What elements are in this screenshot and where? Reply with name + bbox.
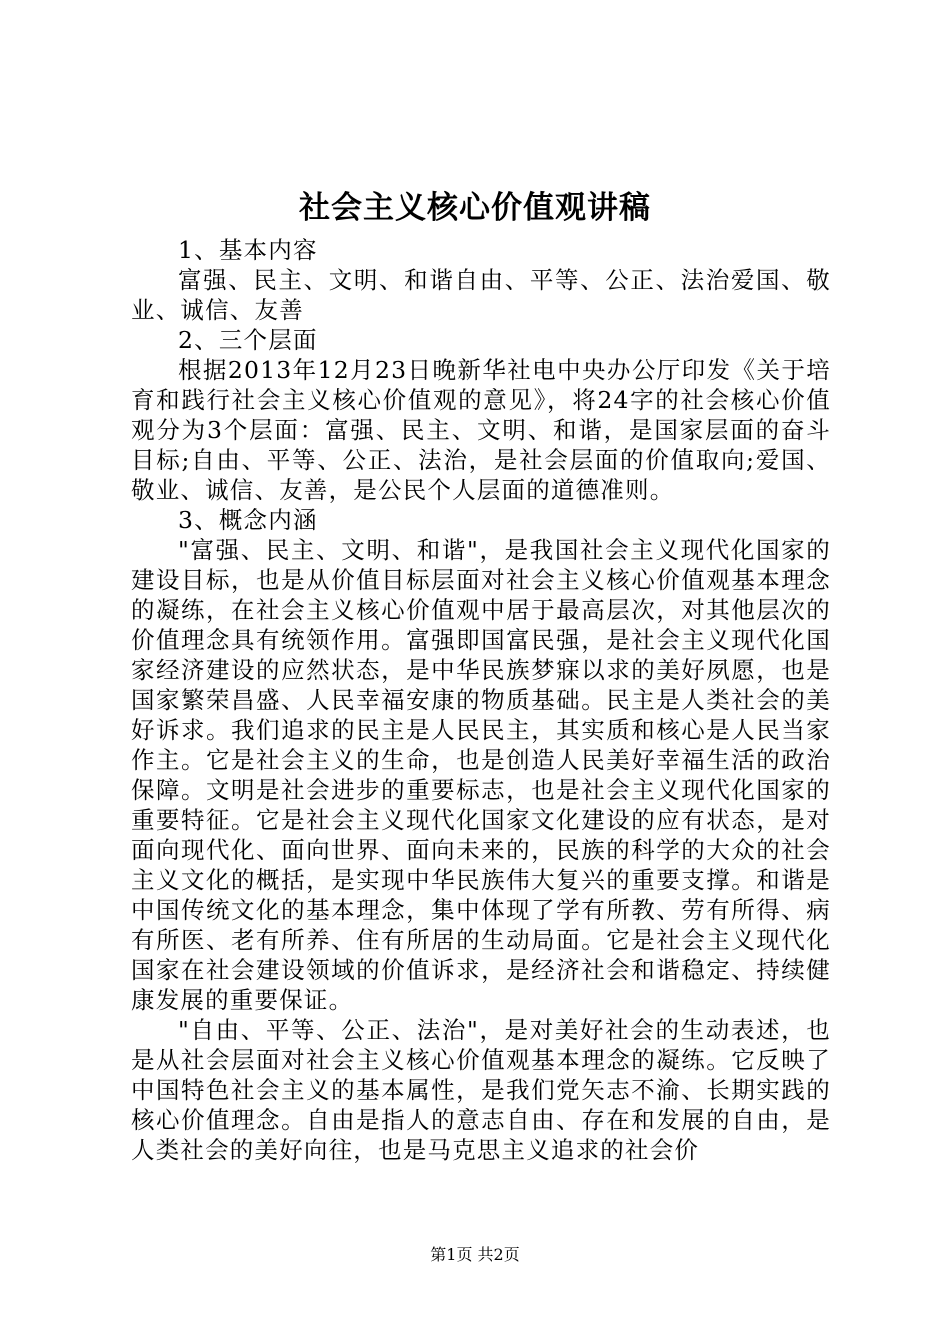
section-heading-concept: 3、概念内涵 xyxy=(178,506,318,534)
section-heading-basic-content: 1、基本内容 xyxy=(178,236,318,264)
paragraph-concept-social: "自由、平等、公正、法治"，是对美好社会的生动表述，也是从社会层面对社会主义核心价值观基本理念的凝练。它反映了中国特色社会主义的基本属性，是我们党矢志不渝、长期实践的核心价值理念。自由是指人的意志自由、存在和发展的自由，是人类社会的美好向往，也是马克思主义追求的社会价 xyxy=(131,1016,831,1164)
paragraph-three-levels: 根据2013年12月23日晚新华社电中央办公厅印发《关于培育和践行社会主义核心价值观的意见》，将24字的社会核心价值观分为3个层面：富强、民主、文明、和谐，是国家层面的奋斗目标;自由、平等、公正、法治，是社会层面的价值取向;爱国、敬业、诚信、友善，是公民个人层面的道德准则。 xyxy=(131,356,831,504)
document-body xyxy=(131,235,831,1165)
paragraph-concept-national: "富强、民主、文明、和谐"，是我国社会主义现代化国家的建设目标，也是从价值目标层面对社会主义核心价值观基本理念的凝练，在社会主义核心价值观中居于最高层次，对其他层次的价值理念具有统领作用。富强即国富民强，是社会主义现代化国家经济建设的应然状态，是中华民族梦寐以求的美好夙愿，也是国家繁荣昌盛、人民幸福安康的物质基础。民主是人类社会的美好诉求。我们追求的民主是人民民主，其实质和核心是人民当家作主。它是社会主义的生命，也是创造人民美好幸福生活的政治保障。文明是社会进步的重要标志，也是社会主义现代化国家的重要特征。它是社会主义现代化国家文化建设的应有状态，是对面向现代化、面向世界、面向未来的，民族的科学的大众的社会主义文化的概括，是实现中华民族伟大复兴的重要支撑。和谐是中国传统文化的基本理念，集中体现了学有所教、劳有所得、病有所医、老有所养、住有所居的生动局面。它是社会主义现代化国家在社会建设领域的价值诉求，是经济社会和谐稳定、持续健康发展的重要保证。 xyxy=(131,536,831,1014)
section-heading-three-levels: 2、三个层面 xyxy=(178,326,318,354)
paragraph-basic-content: 富强、民主、文明、和谐自由、平等、公正、法治爱国、敬业、诚信、友善 xyxy=(131,266,831,324)
page-footer: 第1页 共2页 xyxy=(430,1245,520,1264)
document-title: 社会主义核心价值观讲稿 xyxy=(299,190,651,226)
